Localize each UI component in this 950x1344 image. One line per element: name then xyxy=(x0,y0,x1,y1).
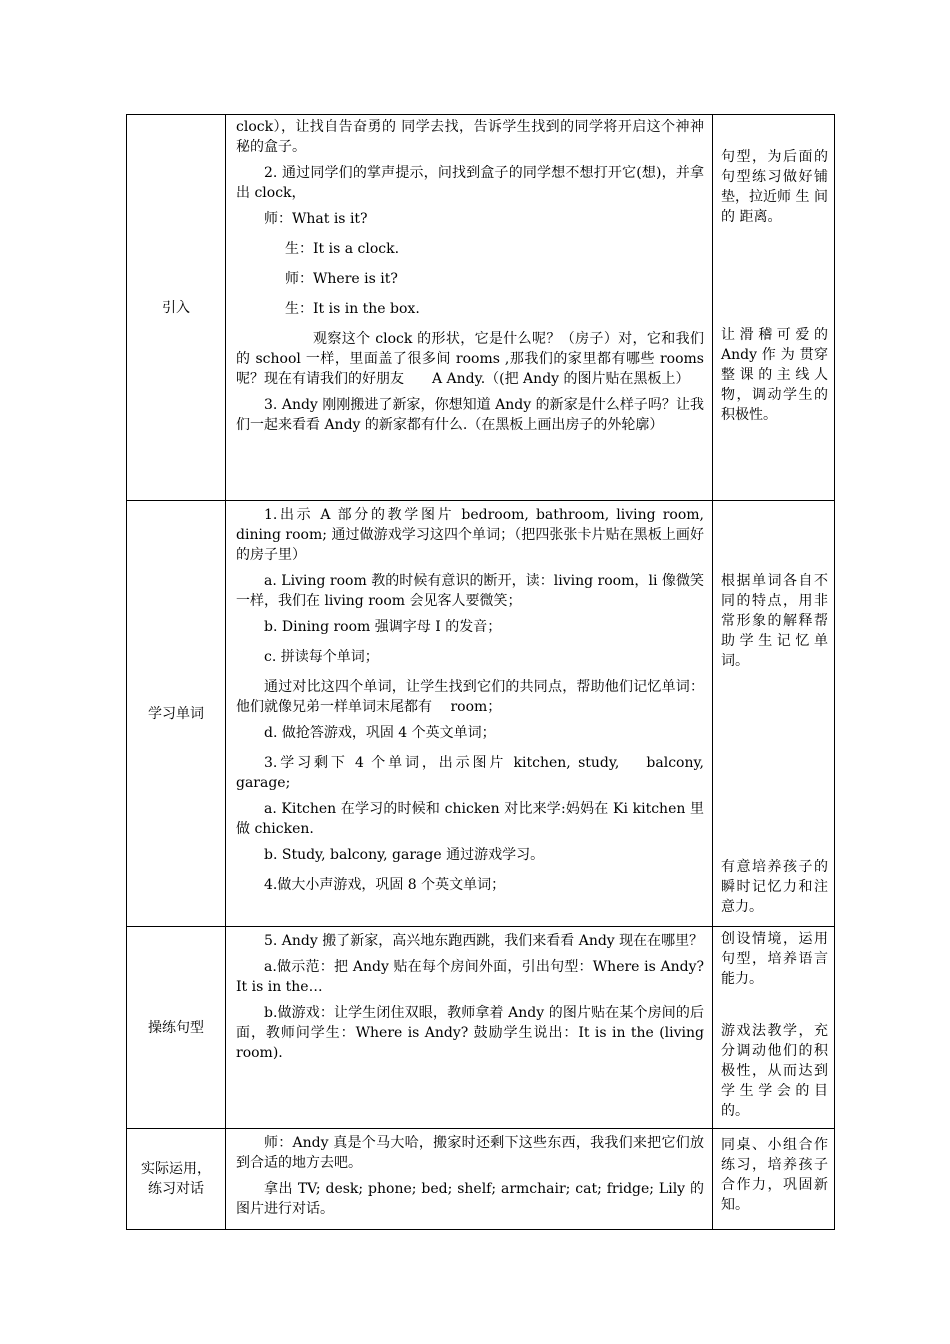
row-sentence-practice xyxy=(127,927,835,1129)
note-text: 同桌、小组合作练习，培养孩子合作力，巩固新知。 xyxy=(721,1137,828,1213)
note-text: 创设情境，运用句型，培养语言能力。 xyxy=(721,931,828,987)
paragraph: 1.出示 A 部分的教学图片 bedroom, bathroom, living room, dining room; 通过做游戏学习这四个单词；（把四张张卡片贴在黑板上画好的房子里） xyxy=(236,507,704,563)
paragraph: d. 做抢答游戏，巩固 4 个英文单词； xyxy=(264,725,496,741)
stage-cell xyxy=(127,927,226,1129)
paragraph: 生：It is a clock. xyxy=(285,241,400,257)
lesson-plan-table xyxy=(126,114,835,1230)
stage-cell xyxy=(127,1129,226,1230)
note-cell xyxy=(713,1129,835,1230)
note-text: 根据单词各自不同的特点，用非常形象的解释帮助学生记忆单词。 xyxy=(721,573,828,669)
row-vocabulary xyxy=(127,501,835,927)
content-cell xyxy=(226,501,713,927)
paragraph: a.做示范：把 Andy 贴在每个房间外面，引出句型：Where is Andy? It is in the… xyxy=(236,959,704,995)
stage-label: 实际运用，练习对话 xyxy=(141,1161,211,1197)
stage-label: 操练句型 xyxy=(148,1019,204,1036)
stage-cell xyxy=(127,115,226,501)
paragraph: 师：What is it? xyxy=(264,211,368,227)
paragraph: b. Dining room 强调字母 I 的发音； xyxy=(264,619,502,635)
paragraph: 3.学习剩下 4 个单词，出示图片 kitchen, study, balcony, garage; xyxy=(236,755,704,791)
stage-cell xyxy=(127,501,226,927)
paragraph: 师：Andy 真是个马大哈，搬家时还剩下这些东西，我我们来把它们放到合适的地方去吧。 xyxy=(236,1135,704,1171)
stage-label: 引入 xyxy=(162,299,190,316)
note-cell xyxy=(713,927,835,1129)
note-text: 游戏法教学，充分调动他们的积极性，从而达到学生学会的目的。 xyxy=(721,1023,828,1119)
content-cell xyxy=(226,115,713,501)
stage-label: 学习单词 xyxy=(148,705,204,722)
content-cell xyxy=(226,1129,713,1230)
paragraph: 师：Where is it? xyxy=(285,271,398,287)
paragraph: b.做游戏：让学生闭住双眼，教师拿着 Andy 的图片贴在某个房间的后面，教师问学生：Where is Andy? 鼓励学生说出：It is in the (living room). xyxy=(236,1005,704,1061)
note-cell xyxy=(713,115,835,501)
paragraph: 观察这个 clock 的形状，它是什么呢？（房子）对，它和我们的 school 一样，里面盖了很多间 rooms ,那我们的家里都有哪些 rooms 呢？现在有请我们的好朋友 A Andy.（(把 Andy 的图片贴在黑板上） xyxy=(236,331,704,387)
paragraph: 通过对比这四个单词，让学生找到它们的共同点，帮助他们记忆单词：他们就像兄弟一样单词末尾都有 room； xyxy=(236,679,704,715)
note-text: 让滑稽可爱的 Andy 作 为 贯穿整课的主线人物，调动学生的积极性。 xyxy=(721,327,828,423)
paragraph: 拿出 TV; desk; phone; bed; shelf; armchair; cat; fridge; Lily 的图片进行对话。 xyxy=(236,1181,704,1217)
paragraph: b. Study, balcony, garage 通过游戏学习。 xyxy=(264,847,545,863)
paragraph: a. Living room 教的时候有意识的断开，读：living room，li 像微笑一样，我们在 living room 会见客人要微笑； xyxy=(236,573,704,609)
content-cell xyxy=(226,927,713,1129)
paragraph: 生：It is in the box. xyxy=(285,301,420,317)
note-cell xyxy=(713,501,835,927)
row-introduction xyxy=(127,115,835,501)
paragraph: 3. Andy 刚刚搬进了新家，你想知道 Andy 的新家是什么样子吗？让我们一起来看看 Andy 的新家都有什么.（在黑板上画出房子的外轮廓） xyxy=(236,397,704,433)
row-application-dialogue xyxy=(127,1129,835,1230)
note-text: 句型，为后面的句型练习做好铺垫，拉近师 生 间 的 距离。 xyxy=(721,149,828,225)
paragraph: a. Kitchen 在学习的时候和 chicken 对比来学:妈妈在 Ki kitchen 里做 chicken. xyxy=(236,801,704,837)
paragraph: 2. 通过同学们的掌声提示，问找到盒子的同学想不想打开它(想)，并拿出 clock， xyxy=(236,165,704,201)
paragraph: clock），让找自告奋勇的 同学去找，告诉学生找到的同学将开启这个神神秘的盒子。 xyxy=(236,119,704,155)
paragraph: 4.做大小声游戏，巩固 8 个英文单词； xyxy=(264,877,506,893)
paragraph: 5. Andy 搬了新家，高兴地东跑西跳，我们来看看 Andy 现在在哪里？ xyxy=(264,933,704,949)
paragraph: c. 拼读每个单词； xyxy=(264,649,379,665)
note-text: 有意培养孩子的瞬时记忆力和注意力。 xyxy=(721,859,828,915)
